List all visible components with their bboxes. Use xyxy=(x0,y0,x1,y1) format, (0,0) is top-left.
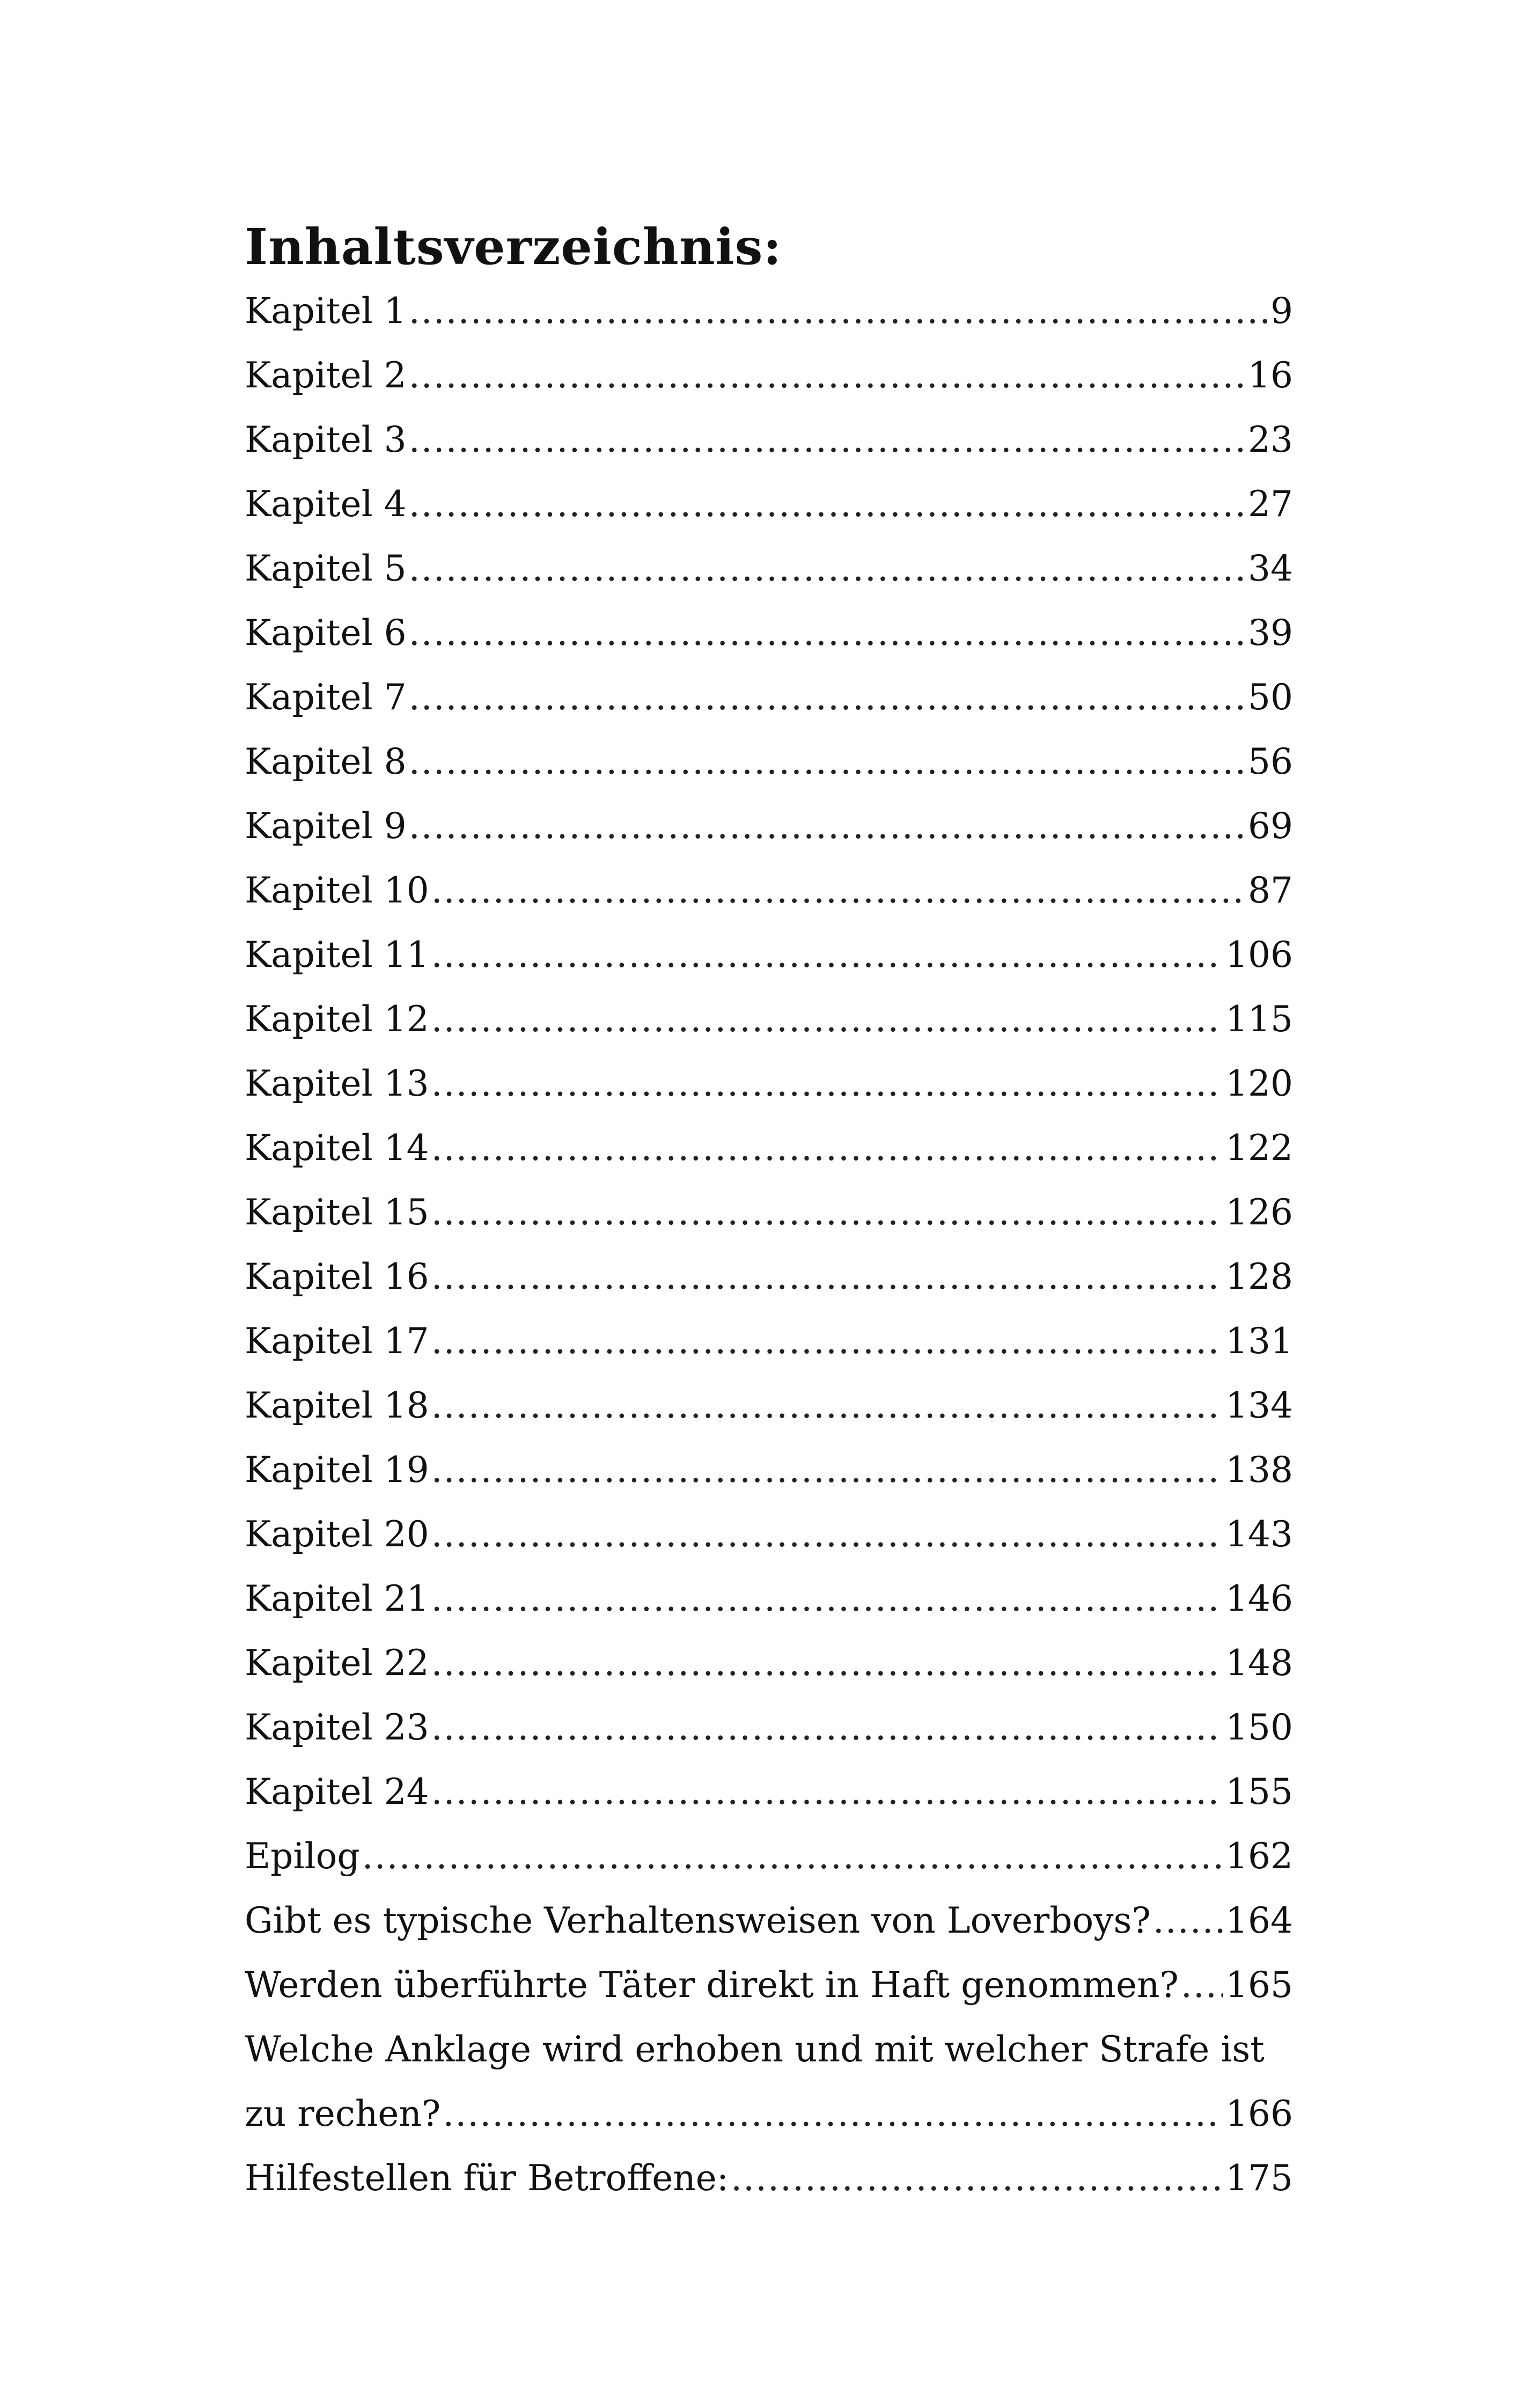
toc-entry-page: 138 xyxy=(1225,1449,1293,1491)
toc-entry-hilfestellen[interactable] xyxy=(245,2146,1293,2211)
toc-entry-label: Kapitel 23 xyxy=(245,1707,429,1748)
toc-entry-label: Kapitel 21 xyxy=(245,1578,429,1619)
toc-entry-label: Kapitel 17 xyxy=(245,1320,429,1362)
dot-leader xyxy=(1153,1889,1223,1953)
dot-leader xyxy=(409,794,1246,858)
toc-entry-page: 126 xyxy=(1225,1192,1293,1233)
toc-entry-page: 69 xyxy=(1248,805,1293,847)
toc-entry-page: 134 xyxy=(1225,1385,1293,1426)
toc-title: Inhaltsverzeichnis: xyxy=(245,218,782,276)
toc-entry-page: 162 xyxy=(1225,1836,1293,1877)
dot-leader xyxy=(431,1695,1223,1760)
toc-entry-label: Kapitel 3 xyxy=(245,419,407,460)
dot-leader xyxy=(431,1309,1223,1374)
toc-entry-label: Kapitel 14 xyxy=(245,1127,429,1169)
toc-entry-page: 23 xyxy=(1248,419,1293,460)
toc-entry-kapitel-12[interactable] xyxy=(245,987,1293,1052)
toc-entry-page: 120 xyxy=(1225,1063,1293,1104)
toc-entry-label: Kapitel 18 xyxy=(245,1385,429,1426)
toc-entry-page: 150 xyxy=(1225,1707,1293,1748)
toc-entry-label: Kapitel 12 xyxy=(245,999,429,1040)
dot-leader xyxy=(409,343,1246,408)
toc-entry-label: Werden überführte Täter direkt in Haft genommen? xyxy=(245,1964,1179,2006)
toc-entry-label: Kapitel 5 xyxy=(245,548,407,589)
toc-entry-page: 166 xyxy=(1225,2093,1293,2134)
toc-entry-kapitel-18[interactable] xyxy=(245,1374,1293,1438)
toc-entry-page: 128 xyxy=(1225,1256,1293,1297)
dot-leader xyxy=(409,472,1246,537)
toc-entry-page: 164 xyxy=(1225,1900,1293,1941)
toc-entry-label: Kapitel 20 xyxy=(245,1514,429,1555)
toc-entry-label: Kapitel 11 xyxy=(245,934,429,975)
toc-entry-page: 131 xyxy=(1225,1320,1293,1362)
dot-leader xyxy=(431,1438,1223,1502)
toc-entry-kapitel-22[interactable] xyxy=(245,1631,1293,1695)
dot-leader xyxy=(431,1760,1223,1824)
toc-entry-label: Kapitel 10 xyxy=(245,870,429,911)
dot-leader xyxy=(431,858,1246,923)
toc-entry-label: Epilog xyxy=(245,1836,360,1877)
toc-entry-page: 165 xyxy=(1225,1964,1293,2006)
dot-leader xyxy=(431,1631,1223,1695)
toc-entry-page: 146 xyxy=(1225,1578,1293,1619)
toc-entry-page: 39 xyxy=(1248,612,1293,654)
toc-entry-kapitel-10[interactable] xyxy=(245,858,1293,923)
toc-entry-page: 50 xyxy=(1248,677,1293,718)
dot-leader xyxy=(731,2146,1223,2211)
toc-entry-kapitel-17[interactable] xyxy=(245,1309,1293,1374)
toc-entry-page: 155 xyxy=(1225,1771,1293,1812)
toc-entry-kapitel-6[interactable] xyxy=(245,601,1293,665)
toc-entry-label: Kapitel 9 xyxy=(245,805,407,847)
toc-list xyxy=(245,279,1293,2211)
dot-leader xyxy=(409,601,1246,665)
dot-leader xyxy=(431,1374,1223,1438)
toc-entry-label: Gibt es typische Verhaltensweisen von Loverboys? xyxy=(245,1900,1151,1941)
toc-entry-kapitel-1[interactable] xyxy=(245,279,1293,343)
toc-entry-page: 27 xyxy=(1248,483,1293,525)
toc-entry-kapitel-4[interactable] xyxy=(245,472,1293,537)
toc-entry-kapitel-15[interactable] xyxy=(245,1180,1293,1245)
toc-entry-label: Kapitel 1 xyxy=(245,290,407,332)
toc-entry-label: Kapitel 22 xyxy=(245,1642,429,1684)
toc-entry-label: Kapitel 2 xyxy=(245,355,407,396)
toc-entry-kapitel-8[interactable] xyxy=(245,730,1293,794)
toc-entry-kapitel-13[interactable] xyxy=(245,1052,1293,1116)
toc-entry-kapitel-7[interactable] xyxy=(245,665,1293,730)
dot-leader xyxy=(409,279,1268,343)
toc-entry-page: 143 xyxy=(1225,1514,1293,1555)
toc-entry-page: 106 xyxy=(1225,934,1293,975)
dot-leader xyxy=(431,1245,1223,1309)
dot-leader xyxy=(431,1052,1223,1116)
toc-entry-kapitel-16[interactable] xyxy=(245,1245,1293,1309)
dot-leader xyxy=(409,537,1246,601)
toc-entry-epilog[interactable] xyxy=(245,1824,1293,1889)
toc-entry-page: 115 xyxy=(1225,999,1293,1040)
toc-entry-label: Hilfestellen für Betroffene: xyxy=(245,2157,729,2199)
toc-entry-kapitel-21[interactable] xyxy=(245,1567,1293,1631)
toc-entry-label: Kapitel 13 xyxy=(245,1063,429,1104)
toc-entry-kapitel-24[interactable] xyxy=(245,1760,1293,1824)
toc-entry-page: 122 xyxy=(1225,1127,1293,1169)
dot-leader xyxy=(431,1502,1223,1567)
toc-entry-haft[interactable] xyxy=(245,1953,1293,2017)
toc-entry-page: 175 xyxy=(1225,2157,1293,2199)
dot-leader xyxy=(431,923,1223,987)
dot-leader xyxy=(431,987,1223,1052)
toc-entry-label: Kapitel 15 xyxy=(245,1192,429,1233)
toc-entry-kapitel-3[interactable] xyxy=(245,408,1293,472)
toc-entry-anklage-line-2[interactable] xyxy=(245,2082,1293,2146)
toc-entry-label: Kapitel 24 xyxy=(245,1771,429,1812)
toc-entry-kapitel-19[interactable] xyxy=(245,1438,1293,1502)
toc-entry-page: 16 xyxy=(1248,355,1293,396)
toc-entry-kapitel-5[interactable] xyxy=(245,537,1293,601)
toc-entry-label-continuation: zu rechen? xyxy=(245,2093,441,2134)
toc-entry-anklage-line-1[interactable] xyxy=(245,2017,1293,2082)
dot-leader xyxy=(431,1116,1223,1180)
toc-entry-kapitel-11[interactable] xyxy=(245,923,1293,987)
dot-leader xyxy=(431,1567,1223,1631)
toc-entry-page: 148 xyxy=(1225,1642,1293,1684)
toc-entry-label: Kapitel 16 xyxy=(245,1256,429,1297)
toc-entry-label: Kapitel 7 xyxy=(245,677,407,718)
dot-leader xyxy=(431,1180,1223,1245)
toc-entry-page: 87 xyxy=(1248,870,1293,911)
dot-leader xyxy=(443,2082,1223,2146)
toc-entry-page: 9 xyxy=(1270,290,1293,332)
toc-entry-label: Welche Anklage wird erhoben und mit welcher Strafe ist xyxy=(245,2029,1265,2070)
toc-entry-kapitel-2[interactable] xyxy=(245,343,1293,408)
toc-entry-kapitel-9[interactable] xyxy=(245,794,1293,858)
table-of-contents xyxy=(245,215,1293,2211)
toc-entry-label: Kapitel 4 xyxy=(245,483,407,525)
toc-entry-verhaltensweisen[interactable] xyxy=(245,1889,1293,1953)
toc-entry-kapitel-20[interactable] xyxy=(245,1502,1293,1567)
toc-entry-page: 56 xyxy=(1248,741,1293,782)
dot-leader xyxy=(1181,1953,1223,2017)
dot-leader xyxy=(409,408,1246,472)
toc-entry-label: Kapitel 8 xyxy=(245,741,407,782)
dot-leader xyxy=(409,665,1246,730)
dot-leader xyxy=(409,730,1246,794)
toc-entry-label: Kapitel 6 xyxy=(245,612,407,654)
toc-entry-page: 34 xyxy=(1248,548,1293,589)
dot-leader xyxy=(362,1824,1223,1889)
toc-entry-kapitel-14[interactable] xyxy=(245,1116,1293,1180)
toc-entry-label: Kapitel 19 xyxy=(245,1449,429,1491)
toc-entry-kapitel-23[interactable] xyxy=(245,1695,1293,1760)
